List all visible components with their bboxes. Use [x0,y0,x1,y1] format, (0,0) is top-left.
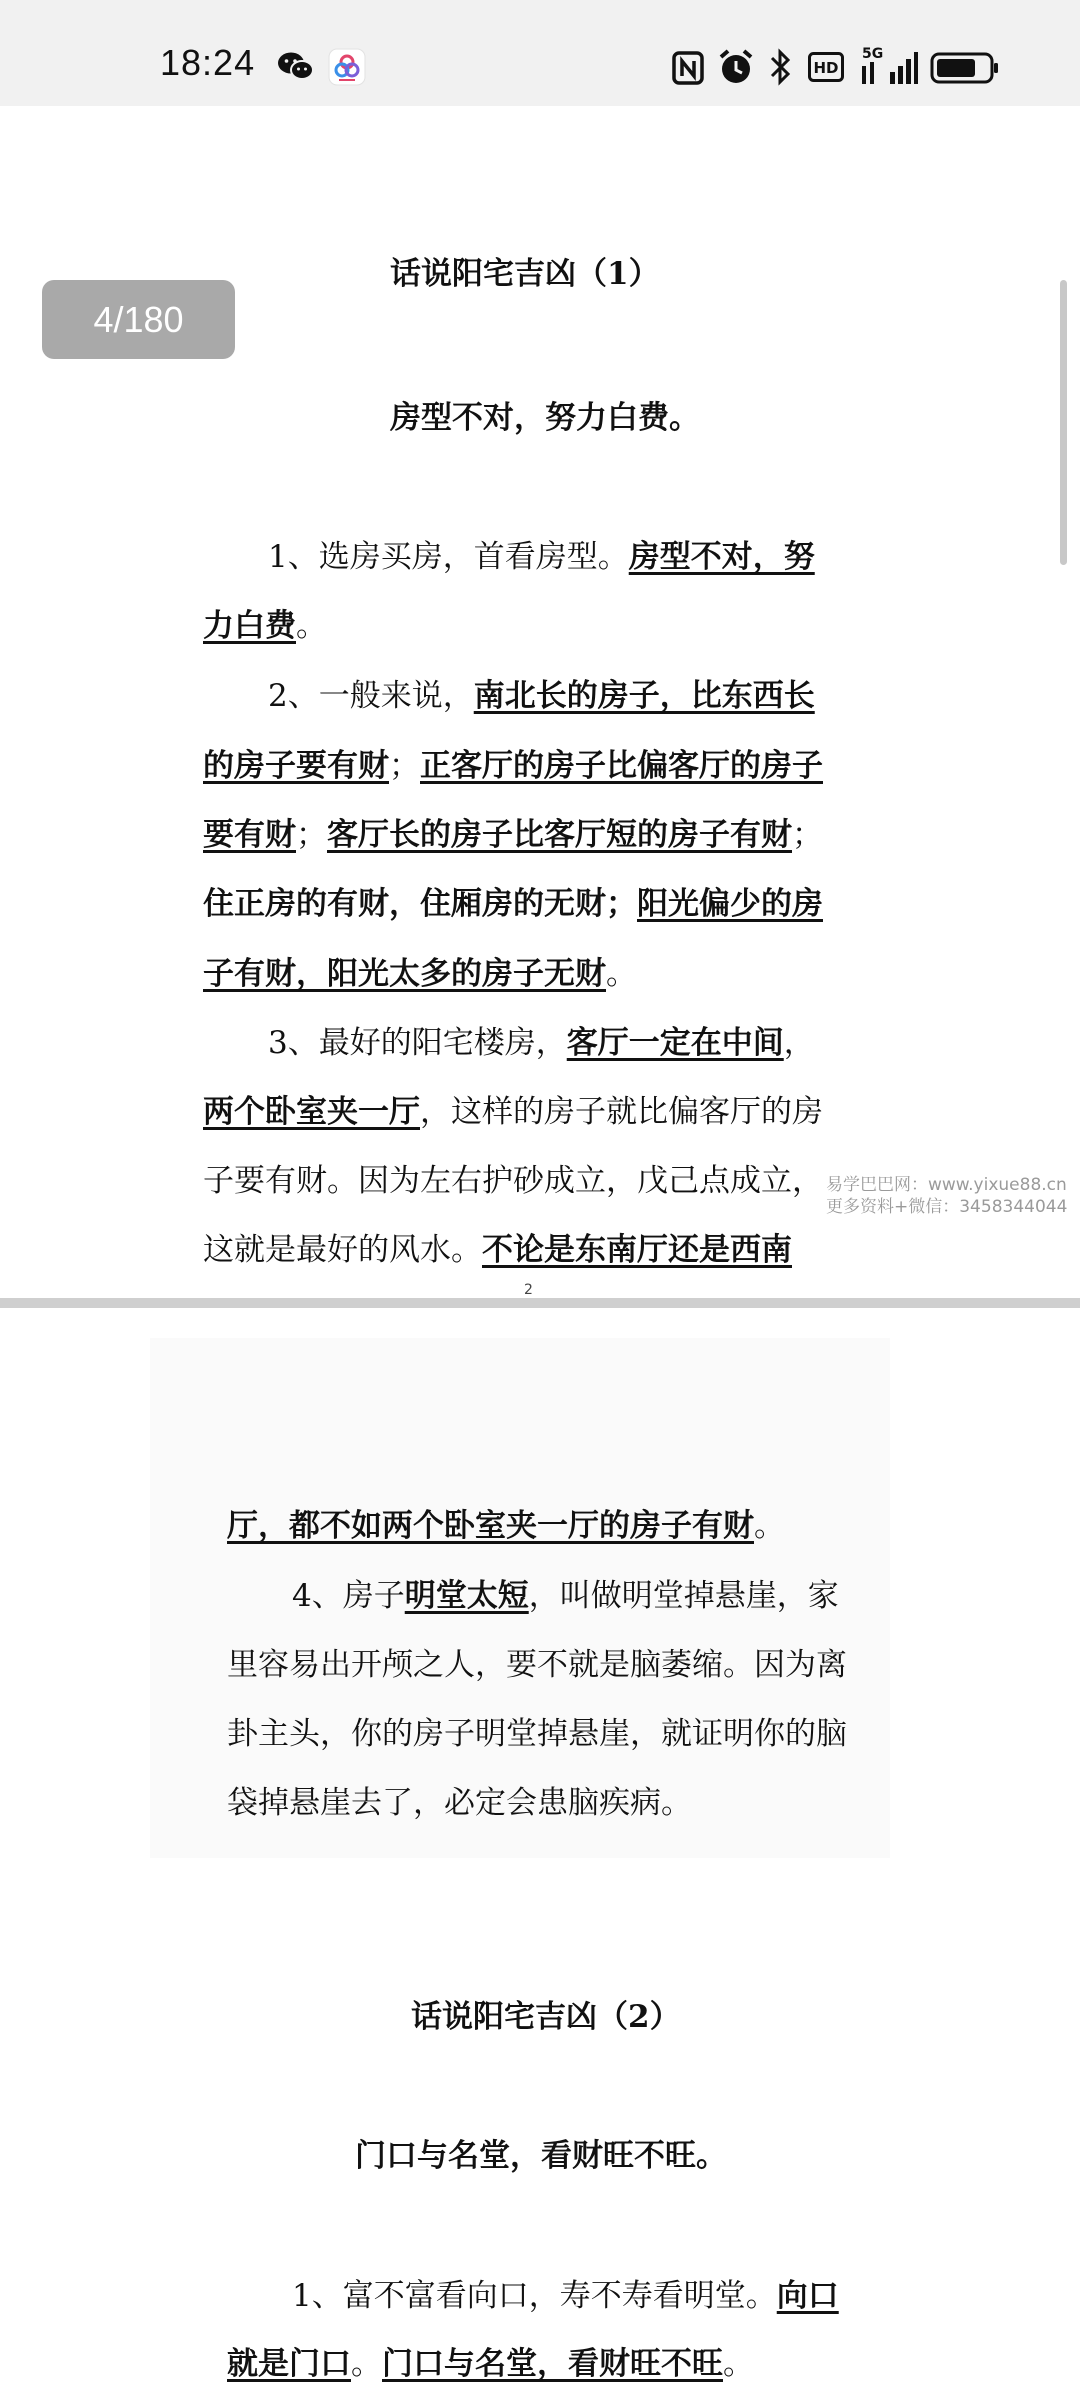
paragraph-line: 住正房的有财，住厢房的无财；阳光偏少的房 [203,886,823,922]
paragraph-line: 袋掉悬崖去了，必定会患脑疾病。 [227,1785,692,1821]
paragraph-line: 1、富不富看向口，寿不寿看明堂。向口 [292,2278,839,2314]
alarm-icon [718,48,754,86]
signal-5g-icon [860,44,918,86]
paragraph-line: 卦主头，你的房子明堂掉悬崖，就证明你的脑 [227,1716,847,1752]
wechat-icon [277,51,315,83]
paragraph-line: 1、选房买房，首看房型。房型不对，努 [268,539,815,575]
bluetooth-icon [768,48,792,86]
clock: 18:24 [160,42,256,83]
watermark-line: 更多资料+微信：3458344044 [826,1197,1068,1217]
page-indicator: 4/180 [42,280,235,359]
paragraph-line: 就是门口。门口与名堂，看财旺不旺。 [227,2346,754,2382]
paragraph-line: 里容易出开颅之人，要不就是脑萎缩。因为离 [227,1647,847,1683]
paragraph-line: 要有财；客厅长的房子比客厅短的房子有财； [203,817,823,853]
hd-label: HD [813,59,839,77]
paragraph-line: 的房子要有财；正客厅的房子比偏客厅的房子 [203,748,823,784]
nfc-icon [672,51,704,85]
section-title: 话说阳宅吉凶（2） [411,1999,681,2035]
scrollbar-thumb[interactable] [1060,280,1067,565]
hd-icon [808,52,844,82]
paragraph-line: 2、一般来说，南北长的房子，比东西长 [268,678,815,714]
paragraph-line: 4、房子明堂太短，叫做明堂掉悬崖，家 [292,1578,839,1614]
paragraph-line: 子要有财。因为左右护砂成立，戊己点成立， [203,1163,823,1199]
paragraph-line: 力白费。 [203,608,327,644]
section-subtitle: 门口与名堂，看财旺不旺。 [355,2138,727,2174]
paragraph-line: 厅，都不如两个卧室夹一厅的房子有财。 [227,1508,785,1544]
watermark-line: 易学巴巴网：www.yixue88.cn [826,1175,1067,1195]
status-bar [0,0,1080,106]
page-number: 2 [524,1282,533,1298]
battery-icon [930,52,1000,84]
section-subtitle: 房型不对，努力白费。 [390,400,700,436]
network-label: 5G [862,46,884,62]
paragraph-line: 两个卧室夹一厅，这样的房子就比偏客厅的房 [203,1094,823,1130]
section-title: 话说阳宅吉凶（1） [390,256,660,292]
page-divider [0,1298,1080,1308]
paragraph-line: 3、最好的阳宅楼房，客厅一定在中间， [268,1025,815,1061]
app-icon [328,48,366,86]
paragraph-line: 子有财，阳光太多的房子无财。 [203,956,637,992]
watermark [826,1174,1067,1218]
document-page-2 [0,1308,1080,2400]
paragraph-line: 这就是最好的风水。不论是东南厅还是西南 [203,1232,792,1268]
